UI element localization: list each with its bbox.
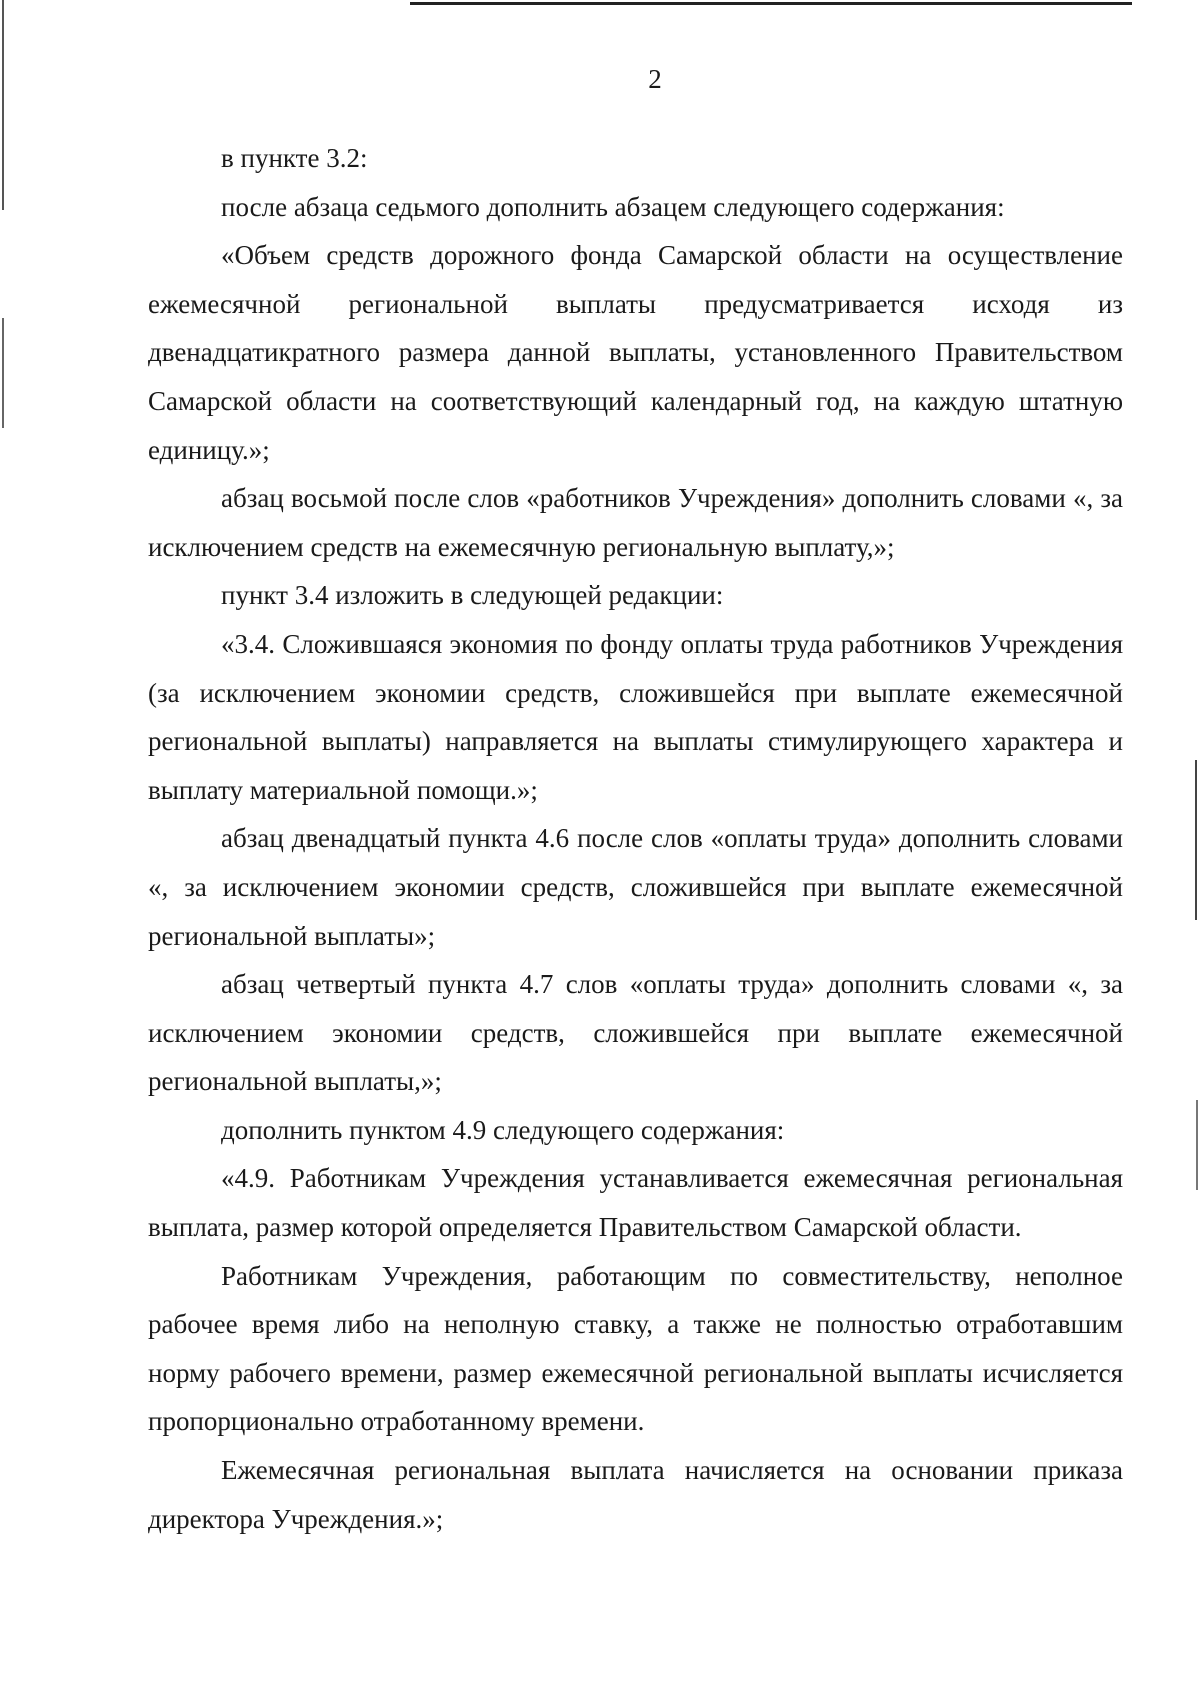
page-number: 2 (648, 64, 662, 94)
paragraph: абзац восьмой после слов «работников Учреждения» дополнить словами «, за исключением средств на ежемесячную региональную выплату,»; (148, 483, 1123, 562)
paragraph: в пункте 3.2: (221, 143, 368, 173)
scan-right-edge-mark-lower (1196, 1100, 1198, 1190)
paragraph: дополнить пунктом 4.9 следующего содержания: (221, 1114, 785, 1145)
paragraph: «3.4. Сложившаяся экономия по фонду оплаты труда работников Учреждения (за исключением экономии средств, сложившейся при выплате ежемесячной региональной выплаты) направляется на выплаты стимулирующего характера и выплату материальной помощи.»; (148, 628, 1123, 805)
scan-top-rule (410, 2, 1132, 5)
paragraph: после абзаца седьмого дополнить абзацем следующего содержания: (221, 191, 1005, 222)
paragraph: пункт 3.4 изложить в следующей редакции: (221, 580, 724, 611)
scan-left-edge-mark (2, 0, 4, 210)
scan-right-edge-mark (1195, 760, 1197, 920)
paragraph: абзац двенадцатый пункта 4.6 после слов «оплаты труда» дополнить словами «, за исключением экономии средств, сложившейся при выплате ежемесячной региональной выплаты»; (148, 823, 1123, 951)
paragraph: Работникам Учреждения, работающим по совместительству, неполное рабочее время либо на неполную ставку, а также не полностью отработавшим норму рабочего времени, размер ежемесячной региональной выплаты исчисляется пропорционально отработанному времени. (148, 1260, 1123, 1437)
scan-left-edge-mark-lower (2, 318, 4, 428)
paragraph: «Объем средств дорожного фонда Самарской области на осуществление ежемесячной региональной выплаты предусматривается исходя из двенадцатикратного размера данной выплаты, установленного Правительством Самарской области на соответствующий календарный год, на каждую штатную единицу.»; (148, 240, 1123, 465)
paragraph: абзац четвертый пункта 4.7 слов «оплаты труда» дополнить словами «, за исключением экономии средств, сложившейся при выплате ежемесячной региональной выплаты,»; (148, 969, 1123, 1097)
paragraph: Ежемесячная региональная выплата начисляется на основании приказа директора Учреждения.»; (148, 1455, 1123, 1534)
paragraph: «4.9. Работникам Учреждения устанавливается ежемесячная региональная выплата, размер которой определяется Правительством Самарской области. (148, 1163, 1123, 1243)
document-body (148, 134, 1123, 1543)
